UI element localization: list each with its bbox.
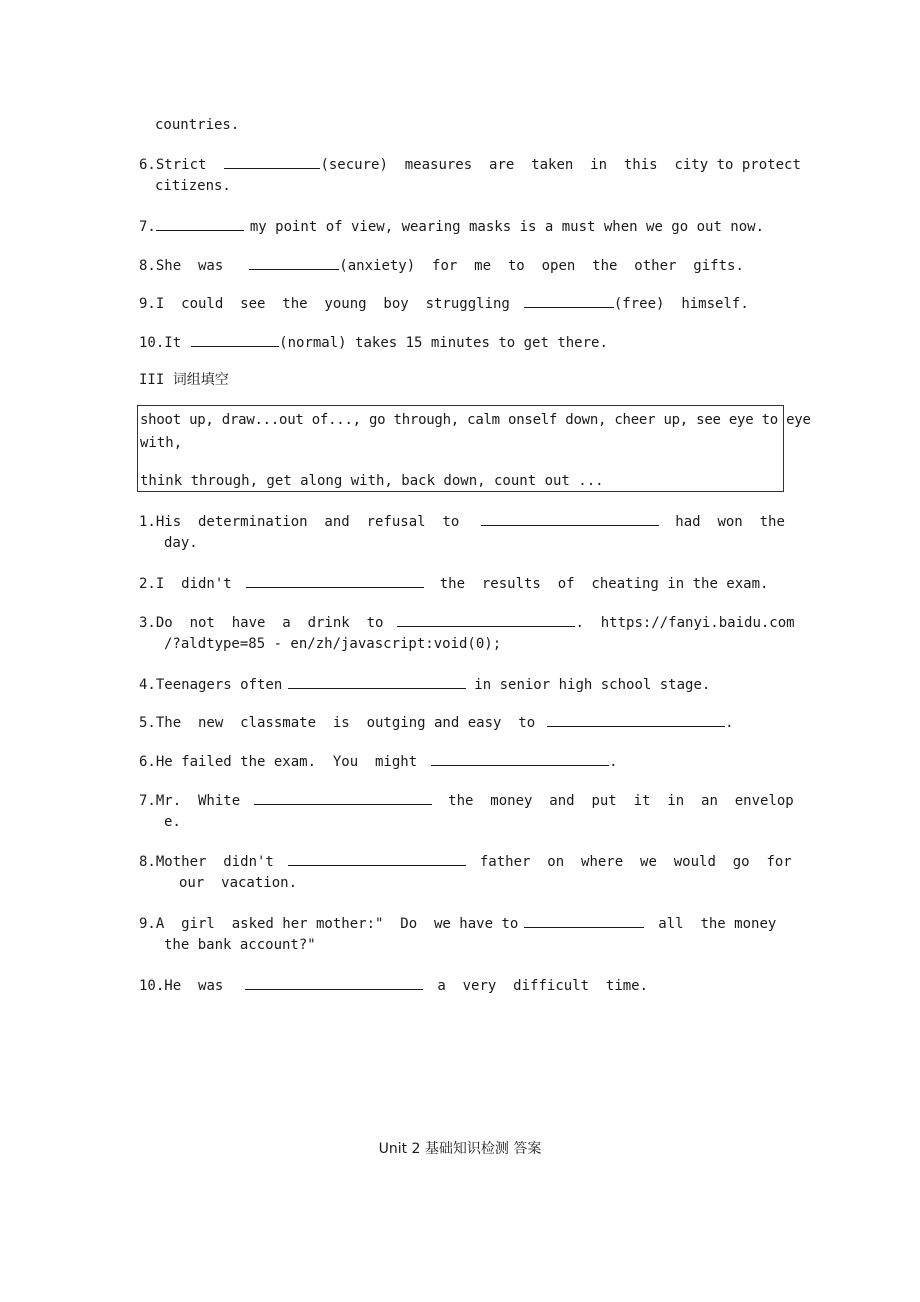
phrase-item-2: 2.I didn't the results of cheating in the exam. [139,571,768,596]
phrase-item-9: 9.A girl asked her mother:" Do we have to all the money [139,911,776,936]
answer-blank[interactable] [254,788,432,805]
answer-blank[interactable] [224,152,320,169]
vocab-item-7: 7. my point of view, wearing masks is a must when we go out now. [139,214,764,239]
section-title: III 词组填空 [139,372,229,388]
answer-blank[interactable] [246,571,424,588]
answer-blank[interactable] [288,672,466,689]
answer-blank[interactable] [524,911,644,928]
phrase-bank-line-3: think through, get along with, back down, count out ... [140,473,604,489]
top-continuation: countries. [155,117,240,133]
phrase-item-10: 10.He was a very difficult time. [139,973,648,998]
phrase-item-1: 1.His determination and refusal to had won the [139,509,785,534]
vocab-item-9: 9.I could see the young boy struggling (free) himself. [139,291,749,316]
phrase-item-8: 8.Mother didn't father on where we would go for [139,849,792,874]
phrase-bank-line-1: shoot up, draw...out of..., go through, calm onself down, cheer up, see eye to eye [140,412,811,428]
answer-blank[interactable] [245,973,423,990]
answer-blank[interactable] [191,330,279,347]
answer-blank[interactable] [249,253,339,270]
phrase-item-4: 4.Teenagers often in senior high school stage. [139,672,710,697]
answer-blank[interactable] [524,291,614,308]
vocab-item-6: 6.Strict (secure) measures are taken in this city to protect [139,152,801,177]
answer-blank[interactable] [481,509,659,526]
phrase-item-7-cont: e. [164,814,181,830]
answer-blank[interactable] [397,610,575,627]
phrase-item-8-cont: our vacation. [179,875,298,891]
phrase-item-3-cont: /?aldtype=85 - en/zh/javascript:void(0); [164,636,502,652]
phrase-bank-line-2: with, [140,435,183,451]
phrase-item-7: 7.Mr. White the money and put it in an envelop [139,788,794,813]
phrase-item-5: 5.The new classmate is outging and easy to . [139,710,734,735]
phrase-item-1-cont: day. [164,535,198,551]
vocab-item-10: 10.It (normal) takes 15 minutes to get there. [139,330,608,355]
phrase-bank-box [137,405,811,492]
answer-blank[interactable] [431,749,609,766]
vocab-item-6-cont: citizens. [155,178,231,194]
phrase-item-6: 6.He failed the exam. You might . [139,749,618,774]
answer-section-heading: Unit 2 基础知识检测 答案 [378,1141,542,1157]
phrase-item-3: 3.Do not have a drink to . https://fanyi.baidu.com [139,610,795,635]
answer-blank[interactable] [288,849,466,866]
answer-blank[interactable] [156,214,244,231]
answer-blank[interactable] [547,710,725,727]
phrase-item-9-cont: the bank account?" [164,937,316,953]
vocab-item-8: 8.She was (anxiety) for me to open the other gifts. [139,253,744,278]
